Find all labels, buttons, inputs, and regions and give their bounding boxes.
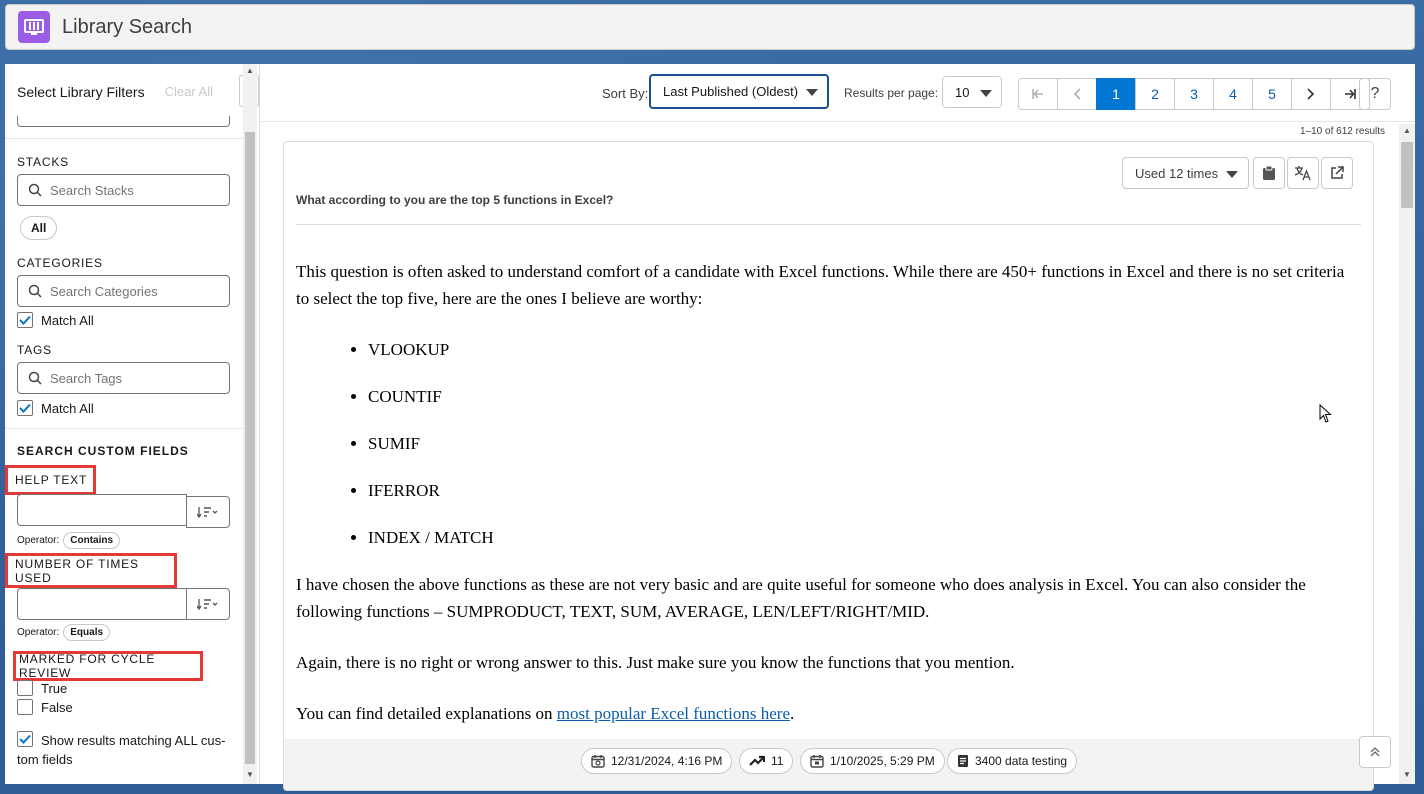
last-page-icon xyxy=(1343,88,1357,100)
used-times-dropdown[interactable] xyxy=(1122,157,1249,189)
results-scroll-thumb[interactable] xyxy=(1401,142,1413,208)
categories-label: CATEGORIES xyxy=(17,256,103,270)
cycle-review-label-text: MARKED FOR CYCLE REVIEW xyxy=(19,652,156,680)
times-used-label xyxy=(5,553,177,588)
results-per-page-label: Results per page: xyxy=(844,86,939,100)
help-text-operator xyxy=(17,532,120,549)
false-label: False xyxy=(41,699,73,715)
tags-match-all-checkbox[interactable] xyxy=(17,400,33,416)
stack-chip xyxy=(947,748,1077,774)
app-title: Library Search xyxy=(62,15,193,38)
help-text-label-text: HELP TEXT xyxy=(15,473,88,487)
sidebar-header xyxy=(5,64,260,119)
scroll-up-icon[interactable]: ▲ xyxy=(1403,126,1411,135)
caret-down-icon xyxy=(980,90,992,97)
functions-list xyxy=(368,336,1356,551)
search-icon xyxy=(28,284,42,298)
copy-clipboard-button[interactable] xyxy=(1253,157,1285,189)
trend-chip xyxy=(739,748,793,774)
result-article xyxy=(296,258,1356,751)
clipboard-icon xyxy=(1262,165,1276,181)
search-stacks-placeholder: Search Stacks xyxy=(50,182,134,198)
divider xyxy=(296,224,1361,225)
first-page-icon xyxy=(1031,88,1045,100)
match-all-custom-fields-label xyxy=(41,731,226,751)
tags-match-all[interactable] xyxy=(17,400,94,416)
checkmark-icon xyxy=(19,315,31,325)
caret-down-icon xyxy=(806,89,818,96)
scroll-down-icon[interactable]: ▼ xyxy=(246,770,254,779)
filters-sidebar xyxy=(5,64,260,784)
cycle-review-true[interactable] xyxy=(17,680,67,696)
page-button-4[interactable]: 4 xyxy=(1213,78,1253,110)
scroll-down-icon[interactable]: ▼ xyxy=(1403,770,1411,779)
excel-functions-link[interactable]: most popular Excel functions here xyxy=(556,704,790,723)
clear-all-link[interactable]: Clear All xyxy=(164,84,214,99)
categories-match-all[interactable] xyxy=(17,312,94,328)
cycle-review-false[interactable] xyxy=(17,699,73,715)
article-paragraph-2: I have chosen the above functions as these are not very basic and are quite useful for someone who does analysis in Excel. You can also consider the following functions – SUMPRODUCT, TEXT, SUM, AVERAGE, LEN/LEFT/RIGHT/MID. xyxy=(296,575,1306,621)
paragraph-4-prefix: You can find detailed explanations on xyxy=(296,704,557,723)
divider xyxy=(5,138,243,139)
app-header xyxy=(5,4,1415,50)
match-all-custom-fields[interactable] xyxy=(17,731,226,751)
categories-match-all-label: Match All xyxy=(41,312,94,328)
document-icon xyxy=(957,754,969,768)
tags-match-all-label: Match All xyxy=(41,400,94,416)
times-used-input[interactable] xyxy=(17,588,187,620)
translate-button[interactable] xyxy=(1287,157,1319,189)
true-label: True xyxy=(41,680,68,696)
result-card xyxy=(283,141,1374,791)
mouse-cursor-icon xyxy=(1319,404,1333,424)
calendar-icon xyxy=(591,754,605,768)
checkmark-icon xyxy=(19,734,31,744)
sort-operator-icon xyxy=(197,506,219,518)
result-question[interactable]: What according to you are the top 5 functions in Excel? xyxy=(296,193,614,207)
checkmark-icon xyxy=(19,403,31,413)
trending-up-icon xyxy=(749,755,765,767)
article-paragraph-1: This question is often asked to understand comfort of a candidate with Excel functions. While there are 450+ functions in Excel and there is no set criteria to select the top five, here are the ones I believe are worthy: xyxy=(296,262,1345,308)
operator-label: Operator: xyxy=(17,535,60,546)
operator-contains-pill[interactable]: Contains xyxy=(63,532,120,549)
paragraph-4-suffix: . xyxy=(790,704,795,723)
pagination xyxy=(1018,78,1370,110)
page-button-5[interactable]: 5 xyxy=(1252,78,1292,110)
page-button-2[interactable]: 2 xyxy=(1135,78,1175,110)
sidebar-title: Select Library Filters xyxy=(17,83,145,100)
calendar-icon xyxy=(810,754,824,768)
search-icon xyxy=(28,371,42,385)
card-footer xyxy=(284,739,1374,791)
chevron-left-icon xyxy=(1073,88,1081,100)
operator-label: Operator: xyxy=(17,627,60,638)
results-per-page-value: 10 xyxy=(955,84,970,100)
list-item: • COUNTIF xyxy=(368,383,1356,410)
search-icon xyxy=(28,183,42,197)
cycle-review-label xyxy=(13,651,203,681)
results-toolbar xyxy=(260,64,1415,122)
sort-by-value: Last Published (Oldest) xyxy=(663,84,799,99)
results-scrollbar[interactable] xyxy=(1399,124,1415,784)
search-categories-placeholder: Search Categories xyxy=(50,283,158,299)
results-per-page-select[interactable] xyxy=(942,76,1002,108)
stacks-all-pill[interactable]: All xyxy=(20,216,57,240)
sidebar-scrollbar[interactable] xyxy=(243,64,257,784)
created-date: 12/31/2024, 4:16 PM xyxy=(611,754,723,768)
results-panel xyxy=(260,64,1415,784)
help-text-operator-button[interactable] xyxy=(186,496,230,528)
updated-date: 1/10/2025, 5:29 PM xyxy=(830,754,935,768)
divider xyxy=(5,428,243,429)
stack-name: 3400 data testing xyxy=(975,754,1068,768)
sort-by-label: Sort By: xyxy=(602,86,649,101)
scroll-up-icon[interactable]: ▲ xyxy=(246,66,254,75)
chevron-right-icon xyxy=(1307,88,1315,100)
double-chevron-up-icon xyxy=(1370,746,1380,758)
list-item: • INDEX / MATCH xyxy=(368,524,1356,551)
library-logo-icon xyxy=(18,11,50,43)
used-times-label: Used 12 times xyxy=(1135,165,1219,181)
times-used-label-text: NUMBER OF TIMES USED xyxy=(15,556,139,585)
results-count: 1–10 of 612 results xyxy=(1300,126,1386,137)
translate-icon xyxy=(1294,165,1312,181)
list-item: • SUMIF xyxy=(368,430,1356,457)
search-stacks-input[interactable] xyxy=(17,174,230,206)
sort-by-select[interactable] xyxy=(649,74,829,109)
article-paragraph-3: Again, there is no right or wrong answer to this. Just make sure you know the functions that you mention. xyxy=(296,653,1015,672)
operator-equals-pill[interactable]: Equals xyxy=(63,624,110,641)
list-item: • VLOOKUP xyxy=(368,336,1356,363)
article-paragraph-4 xyxy=(296,700,1356,727)
match-all-line1: Show results matching ALL cus- xyxy=(41,733,226,748)
search-tags-placeholder: Search Tags xyxy=(50,370,123,386)
help-button[interactable]: ? xyxy=(1359,78,1391,110)
previous-page-button[interactable] xyxy=(1057,78,1097,110)
caret-down-icon xyxy=(1226,171,1238,178)
list-item: • IFERROR xyxy=(368,477,1356,504)
sort-operator-icon xyxy=(197,598,219,610)
match-all-line2: tom fields xyxy=(17,752,73,767)
open-new-window-button[interactable] xyxy=(1321,157,1353,189)
first-page-button[interactable] xyxy=(1018,78,1058,110)
match-all-custom-fields-checkbox[interactable] xyxy=(17,731,33,747)
stacks-label: STACKS xyxy=(17,155,69,169)
page-button-3[interactable]: 3 xyxy=(1174,78,1214,110)
categories-match-all-checkbox[interactable] xyxy=(17,312,33,328)
help-text-label xyxy=(5,465,96,495)
search-categories-input[interactable] xyxy=(17,275,230,307)
cycle-review-false-checkbox[interactable] xyxy=(17,699,33,715)
page-button-1[interactable]: 1 xyxy=(1096,78,1136,110)
times-used-operator-button[interactable] xyxy=(186,588,230,620)
help-text-input[interactable] xyxy=(17,494,187,526)
back-to-top-button[interactable] xyxy=(1359,736,1391,768)
search-tags-input[interactable] xyxy=(17,362,230,394)
partial-filter-field[interactable] xyxy=(17,116,230,127)
external-link-icon xyxy=(1330,166,1344,180)
next-page-button[interactable] xyxy=(1291,78,1331,110)
custom-fields-title: SEARCH CUSTOM FIELDS xyxy=(17,444,189,458)
tags-label: TAGS xyxy=(17,343,52,357)
times-used-operator xyxy=(17,624,110,641)
sidebar-scroll-thumb[interactable] xyxy=(245,132,255,764)
created-date-chip xyxy=(581,748,732,774)
cycle-review-true-checkbox[interactable] xyxy=(17,680,33,696)
updated-date-chip xyxy=(800,748,945,774)
trend-count: 11 xyxy=(771,754,784,768)
